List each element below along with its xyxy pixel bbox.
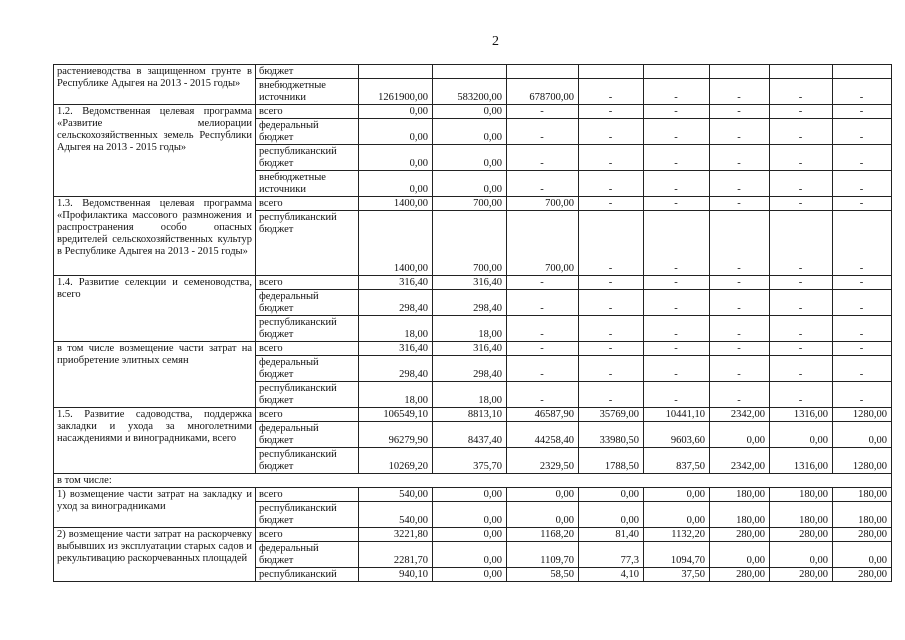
amount-cell: 8813,10 [433,408,507,422]
amount-cell: 0,00 [359,145,433,171]
amount-cell: 316,40 [433,276,507,290]
amount-cell: - [644,79,710,105]
program-name-cell: растениеводства в защищенном грунте в Республике Адыгея на 2013 - 2015 годы» [54,65,256,105]
table-row [54,528,892,542]
amount-cell: 540,00 [359,488,433,502]
funding-source-cell: республиканский бюджет [256,502,359,528]
amount-cell: - [770,342,833,356]
amount-cell: 940,10 [359,568,433,582]
amount-cell: - [770,145,833,171]
amount-cell: 180,00 [833,502,892,528]
amount-cell: - [507,382,579,408]
amount-cell: 298,40 [359,356,433,382]
amount-cell: - [770,276,833,290]
amount-cell [433,65,507,79]
funding-source-cell: всего [256,528,359,542]
amount-cell: 280,00 [710,568,770,582]
funding-source-cell: внебюджетные источники [256,79,359,105]
amount-cell: 0,00 [359,119,433,145]
table-row [54,474,892,488]
amount-cell: - [644,276,710,290]
amount-cell: - [833,211,892,276]
amount-cell: 1094,70 [644,542,710,568]
amount-cell: 1316,00 [770,448,833,474]
amount-cell: - [507,290,579,316]
amount-cell: 316,40 [359,342,433,356]
amount-cell: 0,00 [644,488,710,502]
amount-cell: - [579,276,644,290]
amount-cell: 0,00 [433,568,507,582]
table-row [54,65,892,79]
amount-cell: 1132,20 [644,528,710,542]
funding-source-cell: федеральный бюджет [256,290,359,316]
amount-cell: - [644,342,710,356]
amount-cell: 0,00 [770,422,833,448]
amount-cell: 77,3 [579,542,644,568]
amount-cell: - [770,79,833,105]
amount-cell: 316,40 [433,342,507,356]
amount-cell: 0,00 [770,542,833,568]
program-name-cell: 1.2. Ведомственная целевая программа «Развитие мелиорации сельскохозяйственных земель Республики Адыгея на 2013 - 2015 годы» [54,105,256,197]
amount-cell: 1261900,00 [359,79,433,105]
amount-cell: - [710,211,770,276]
amount-cell [833,65,892,79]
funding-source-cell: республиканский бюджет [256,448,359,474]
amount-cell: - [770,171,833,197]
section-label: в том числе: [54,474,892,488]
amount-cell [644,65,710,79]
amount-cell: - [833,197,892,211]
amount-cell: - [710,382,770,408]
amount-cell: - [579,290,644,316]
amount-cell: - [770,382,833,408]
amount-cell: - [644,316,710,342]
amount-cell: - [770,290,833,316]
amount-cell: 18,00 [433,316,507,342]
amount-cell: 1280,00 [833,448,892,474]
amount-cell: - [507,316,579,342]
amount-cell: - [710,105,770,119]
amount-cell: 8437,40 [433,422,507,448]
amount-cell: 81,40 [579,528,644,542]
funding-source-cell: республиканский бюджет [256,145,359,171]
amount-cell: - [833,342,892,356]
amount-cell: - [710,316,770,342]
amount-cell: 540,00 [359,502,433,528]
program-name-cell: 1.5. Развитие садоводства, поддержка закладки и ухода за многолетними насаждениями и виноградниками, всего [54,408,256,474]
amount-cell: - [644,197,710,211]
funding-source-cell: внебюджетные источники [256,171,359,197]
amount-cell: - [507,342,579,356]
amount-cell [359,65,433,79]
amount-cell: - [833,316,892,342]
amount-cell: 583200,00 [433,79,507,105]
budget-table [53,64,892,582]
amount-cell: 298,40 [433,356,507,382]
amount-cell: 0,00 [507,502,579,528]
amount-cell: 0,00 [433,145,507,171]
amount-cell: - [833,356,892,382]
funding-source-cell: всего [256,408,359,422]
amount-cell: - [833,119,892,145]
amount-cell: 0,00 [710,422,770,448]
amount-cell: 280,00 [770,528,833,542]
amount-cell: - [507,276,579,290]
program-name-cell: 2) возмещение части затрат на раскорчевку выбывших из эксплуатации старых садов и рекультивацию раскорчеванных площадей [54,528,256,582]
amount-cell: - [579,211,644,276]
amount-cell: 46587,90 [507,408,579,422]
program-name-cell: 1.4. Развитие селекции и семеноводства, всего [54,276,256,342]
amount-cell: 280,00 [833,568,892,582]
amount-cell: - [833,382,892,408]
amount-cell: - [579,119,644,145]
amount-cell: 0,00 [359,105,433,119]
amount-cell: 700,00 [433,211,507,276]
amount-cell: 10269,20 [359,448,433,474]
amount-cell: 2342,00 [710,408,770,422]
amount-cell: 180,00 [710,488,770,502]
amount-cell: 180,00 [833,488,892,502]
table-row [54,276,892,290]
amount-cell: 0,00 [507,488,579,502]
amount-cell: 33980,50 [579,422,644,448]
amount-cell: 9603,60 [644,422,710,448]
amount-cell: - [644,145,710,171]
table-row [54,197,892,211]
amount-cell: 280,00 [833,528,892,542]
program-name-cell: 1.3. Ведомственная целевая программа «Профилактика массового размножения и распространения особо опасных вредителей сельскохозяйственных культур в Республике Адыгея на 2013 - 2015 годы» [54,197,256,276]
amount-cell [710,65,770,79]
amount-cell: 18,00 [359,382,433,408]
amount-cell: - [770,211,833,276]
amount-cell: - [507,171,579,197]
amount-cell: - [770,197,833,211]
funding-source-cell: федеральный бюджет [256,356,359,382]
amount-cell: - [710,171,770,197]
table-row [54,105,892,119]
amount-cell: - [770,316,833,342]
amount-cell: - [644,382,710,408]
amount-cell: - [507,119,579,145]
amount-cell: - [579,356,644,382]
amount-cell: 4,10 [579,568,644,582]
amount-cell: - [644,119,710,145]
amount-cell: 3221,80 [359,528,433,542]
amount-cell: 96279,90 [359,422,433,448]
table-row [54,488,892,502]
amount-cell: 180,00 [770,502,833,528]
amount-cell: 1280,00 [833,408,892,422]
amount-cell: 0,00 [644,502,710,528]
amount-cell: 298,40 [359,290,433,316]
amount-cell: 0,00 [833,422,892,448]
amount-cell: - [710,79,770,105]
amount-cell: 678700,00 [507,79,579,105]
amount-cell: 18,00 [359,316,433,342]
amount-cell: - [710,197,770,211]
amount-cell: 1316,00 [770,408,833,422]
amount-cell: - [710,276,770,290]
amount-cell: - [770,356,833,382]
page-number: 2 [492,34,499,49]
funding-source-cell: бюджет [256,65,359,79]
amount-cell: 375,70 [433,448,507,474]
amount-cell: - [579,105,644,119]
amount-cell: 0,00 [833,542,892,568]
funding-source-cell: всего [256,488,359,502]
amount-cell: 1400,00 [359,211,433,276]
amount-cell: - [579,145,644,171]
amount-cell: - [579,79,644,105]
amount-cell [770,65,833,79]
program-name-cell: в том числе возмещение части затрат на приобретение элитных семян [54,342,256,408]
amount-cell: 10441,10 [644,408,710,422]
table-row [54,408,892,422]
amount-cell: 1400,00 [359,197,433,211]
amount-cell: - [710,145,770,171]
funding-source-cell: всего [256,342,359,356]
amount-cell: 0,00 [579,488,644,502]
amount-cell: 0,00 [359,171,433,197]
amount-cell: - [644,290,710,316]
amount-cell: 44258,40 [507,422,579,448]
funding-source-cell: федеральный бюджет [256,422,359,448]
amount-cell: - [710,342,770,356]
amount-cell: 0,00 [433,119,507,145]
amount-cell: - [644,356,710,382]
amount-cell: 0,00 [433,542,507,568]
amount-cell: - [579,171,644,197]
funding-source-cell: федеральный бюджет [256,119,359,145]
funding-source-cell: республиканский бюджет [256,316,359,342]
amount-cell: 1788,50 [579,448,644,474]
funding-source-cell: республиканский бюджет [256,211,359,276]
amount-cell: 2281,70 [359,542,433,568]
amount-cell: 280,00 [710,528,770,542]
amount-cell: - [710,356,770,382]
amount-cell: 0,00 [710,542,770,568]
amount-cell: - [507,145,579,171]
amount-cell: 180,00 [710,502,770,528]
funding-source-cell: всего [256,276,359,290]
amount-cell: - [770,119,833,145]
amount-cell: - [770,105,833,119]
amount-cell: 298,40 [433,290,507,316]
amount-cell: - [579,197,644,211]
funding-source-cell: федеральный бюджет [256,542,359,568]
amount-cell: 700,00 [433,197,507,211]
amount-cell: - [579,316,644,342]
amount-cell: - [644,105,710,119]
amount-cell: 35769,00 [579,408,644,422]
amount-cell: 58,50 [507,568,579,582]
amount-cell: - [833,105,892,119]
funding-source-cell: республиканский бюджет [256,382,359,408]
amount-cell: - [579,382,644,408]
amount-cell: - [710,290,770,316]
amount-cell: 0,00 [433,488,507,502]
amount-cell: - [644,171,710,197]
amount-cell: - [507,356,579,382]
amount-cell: 106549,10 [359,408,433,422]
amount-cell: 2342,00 [710,448,770,474]
amount-cell: 1168,20 [507,528,579,542]
amount-cell: 700,00 [507,197,579,211]
amount-cell: - [833,171,892,197]
amount-cell: 316,40 [359,276,433,290]
amount-cell: 0,00 [433,502,507,528]
amount-cell: - [833,79,892,105]
amount-cell: 0,00 [433,528,507,542]
amount-cell: - [833,145,892,171]
amount-cell: - [507,105,579,119]
amount-cell: - [579,342,644,356]
amount-cell: 1109,70 [507,542,579,568]
amount-cell [579,65,644,79]
table-row [54,342,892,356]
amount-cell: 2329,50 [507,448,579,474]
amount-cell: 837,50 [644,448,710,474]
funding-source-cell: всего [256,105,359,119]
amount-cell: - [644,211,710,276]
amount-cell: 0,00 [579,502,644,528]
amount-cell: 0,00 [433,105,507,119]
amount-cell: - [833,276,892,290]
amount-cell: 700,00 [507,211,579,276]
amount-cell: 37,50 [644,568,710,582]
amount-cell: 180,00 [770,488,833,502]
amount-cell: - [833,290,892,316]
amount-cell: 18,00 [433,382,507,408]
program-name-cell: 1) возмещение части затрат на закладку и уход за виноградниками [54,488,256,528]
funding-source-cell: всего [256,197,359,211]
funding-source-cell: республиканский [256,568,359,582]
amount-cell: 280,00 [770,568,833,582]
amount-cell: - [710,119,770,145]
amount-cell [507,65,579,79]
amount-cell: 0,00 [433,171,507,197]
